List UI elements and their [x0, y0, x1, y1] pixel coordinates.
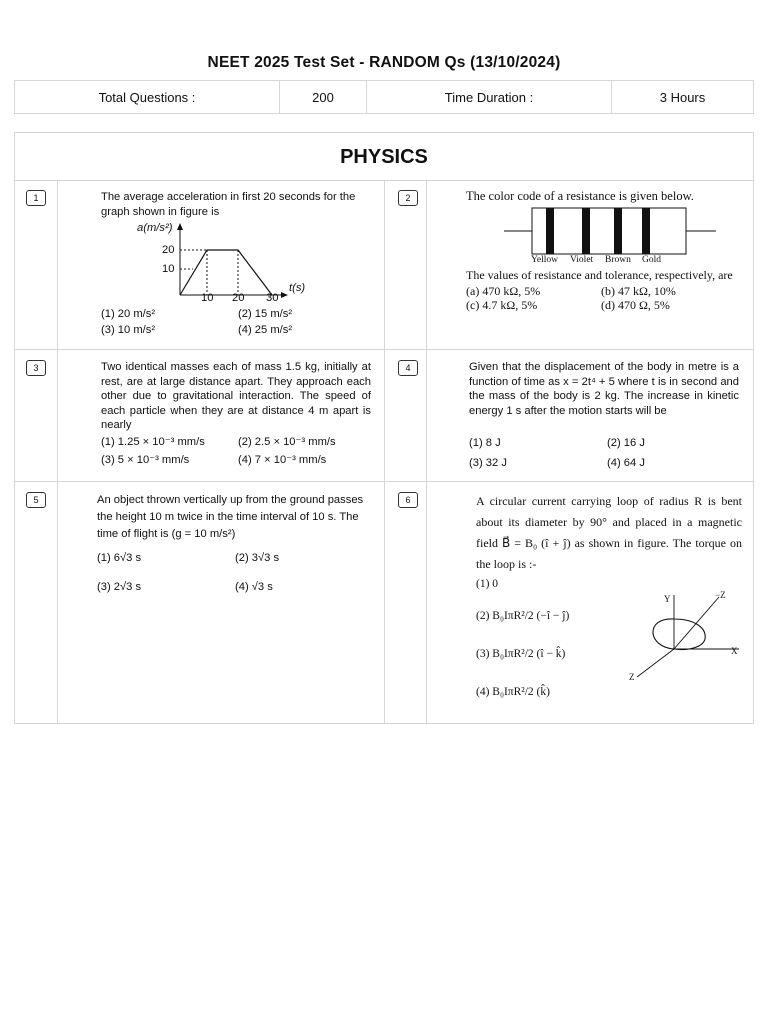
question-sheet — [14, 132, 754, 724]
time-duration-label: Time Duration : — [367, 81, 612, 114]
band-label-brown: Brown — [605, 255, 631, 265]
band-label-violet: Violet — [570, 255, 594, 265]
question-6-text: A circular current carrying loop of radius R is bent about its diameter by 90° and placed in a magnetic field B⃗ = B₀ (î + ĵ) as shown in figure. The torque on the loop is :- — [476, 494, 742, 571]
band-label-yellow: Yellow — [531, 255, 559, 265]
graph-x-tick-20: 20 — [232, 292, 245, 304]
question-2-text: The color code of a resistance is given below. — [466, 189, 694, 203]
subject-heading: PHYSICS — [15, 133, 753, 181]
option[interactable]: (b) 47 kΩ, 10% — [601, 284, 676, 298]
question-2-text-2: The values of resistance and tolerance, respectively, are — [466, 268, 733, 282]
graph-x-tick-30: 30 — [266, 292, 279, 304]
graph-x-tick-10: 10 — [201, 292, 214, 304]
axis-label-y: Y — [664, 594, 671, 604]
question-1-text: The average acceleration in first 20 seconds for the graph shown in figure is — [101, 191, 356, 218]
graph-x-label: t(s) — [289, 282, 306, 294]
column-divider — [426, 180, 427, 723]
bent-loop-diagram — [627, 589, 742, 689]
option[interactable]: (2) 2.5 × 10⁻³ mm/s — [238, 436, 336, 448]
question-number-2: 2 — [398, 190, 418, 206]
question-number-4: 4 — [398, 360, 418, 376]
option[interactable]: (1) 1.25 × 10⁻³ mm/s — [101, 436, 205, 448]
option[interactable]: (3) 32 J — [469, 457, 507, 469]
graph-y-tick-10: 10 — [162, 263, 175, 275]
option[interactable]: (1) 6√3 s — [97, 552, 142, 564]
question-5-text: An object thrown vertically up from the ground passes the height 10 m twice in the time interval of 10 s. The time of flight is (g = 10 m/s²) — [97, 494, 364, 540]
graph-y-tick-20: 20 — [162, 244, 175, 256]
time-duration-value: 3 Hours — [612, 81, 754, 114]
resistor-color-code — [504, 205, 724, 257]
page-title: NEET 2025 Test Set - RANDOM Qs (13/10/2024) — [207, 54, 561, 71]
option[interactable]: (2) 3√3 s — [235, 552, 280, 564]
total-questions-label: Total Questions : — [15, 81, 280, 114]
option[interactable]: (2) 15 m/s² — [238, 308, 293, 320]
question-1-options — [101, 307, 371, 341]
option[interactable]: (3) 2√3 s — [97, 581, 142, 593]
axis-label-x: X — [731, 646, 738, 656]
question-4-text: Given that the displacement of the body in metre is a function of time as x = 2t⁴ + 5 where t is in second and the mass of the body is 2 kg. The increase in kinetic energy 1 s after the motion starts will be — [469, 361, 739, 417]
total-questions-value: 200 — [280, 81, 367, 114]
question-number-1: 1 — [26, 190, 46, 206]
question-3-options — [101, 435, 371, 469]
row-divider — [15, 349, 753, 350]
question-number-5: 5 — [26, 492, 46, 508]
option[interactable]: (2) 16 J — [607, 437, 645, 449]
option[interactable]: (4) √3 s — [235, 581, 273, 593]
option[interactable]: (4) 25 m/s² — [238, 324, 293, 336]
option[interactable]: (d) 470 Ω, 5% — [601, 298, 670, 312]
graph-y-label: a(m/s²) — [137, 222, 173, 234]
option[interactable]: (4) 7 × 10⁻³ mm/s — [238, 454, 327, 466]
option[interactable]: (4) 64 J — [607, 457, 645, 469]
question-3-text: Two identical masses each of mass 1.5 kg, initially at rest, are at large distance apart. They approach each other due to gravitational interaction. The speed of each particle when they are at distance 4 m apart is nearly — [101, 361, 371, 432]
question-number-3: 3 — [26, 360, 46, 376]
column-divider — [57, 180, 58, 723]
band-label-gold: Gold — [642, 255, 661, 265]
column-divider — [384, 180, 385, 723]
question-2-options — [466, 284, 746, 314]
option[interactable]: (a) 470 kΩ, 5% — [466, 284, 541, 298]
question-number-6: 6 — [398, 492, 418, 508]
question-5-options — [97, 551, 367, 595]
axis-label-z: Z — [629, 672, 635, 682]
row-divider — [15, 481, 753, 482]
option[interactable]: (4) B₀IπR²/2 (k̂) — [476, 686, 550, 698]
question-6-options — [476, 577, 616, 719]
axis-label-minus-z: −Z — [715, 590, 726, 600]
option[interactable]: (3) 5 × 10⁻³ mm/s — [101, 454, 190, 466]
option[interactable]: (c) 4.7 kΩ, 5% — [466, 298, 538, 312]
question-4-options — [469, 436, 739, 472]
option[interactable]: (2) B₀IπR²/2 (−î − ĵ) — [476, 610, 570, 622]
option[interactable]: (3) B₀IπR²/2 (î − k̂) — [476, 648, 566, 660]
option[interactable]: (1) 0 — [476, 578, 499, 590]
test-info-table — [14, 80, 754, 114]
option[interactable]: (1) 8 J — [469, 437, 501, 449]
option[interactable]: (3) 10 m/s² — [101, 324, 156, 336]
option[interactable]: (1) 20 m/s² — [101, 308, 156, 320]
